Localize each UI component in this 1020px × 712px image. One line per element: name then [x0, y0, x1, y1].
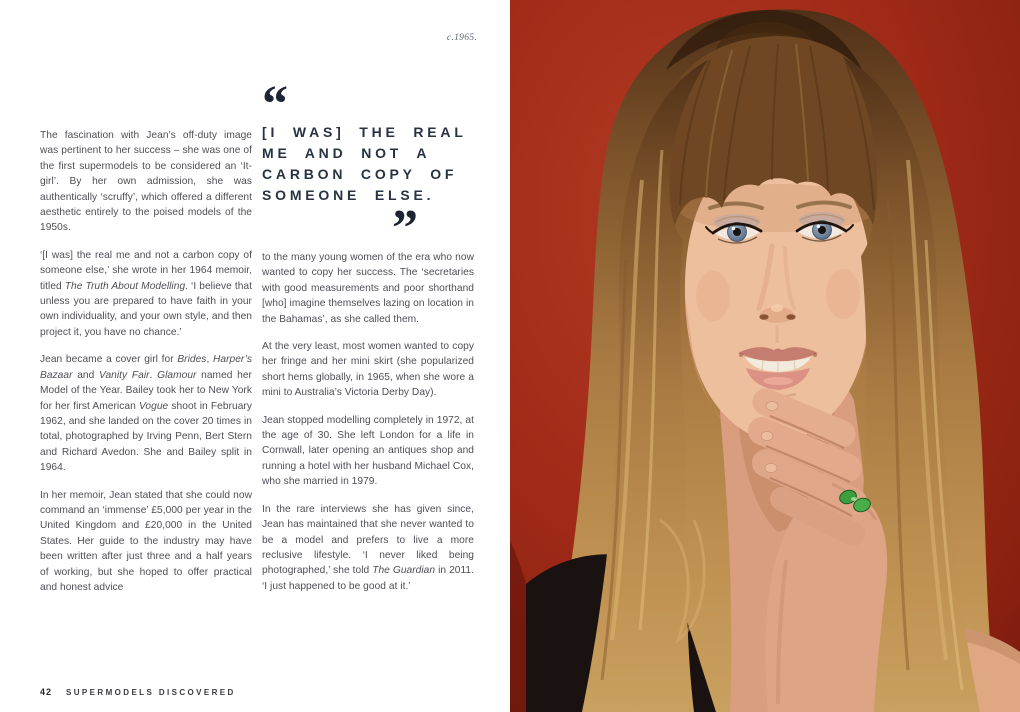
paragraph: In the rare interviews she has given since, Jean has maintained that she never wanted to be a model and prefers to live a more reclusive lifestyle. ‘I never liked being photographed,’ she told The Guardian in 2011. ‘I just happened to be good at it.’ [262, 503, 475, 592]
paragraph: ‘[I was] the real me and not a carbon copy of someone else,’ she wrote in her 1964 memoir, titled The Truth About Modelling. ‘I believe that unless you are prepared to have faith in your own individuality, and your own style, and then project it, you have no chance.’ [40, 249, 252, 338]
paragraph: In her memoir, Jean stated that she could now command an ‘immense’ £5,000 per year in the United Kingdom and £20,000 in the United States. Her guide to the industry may have been written after just three and a half years of working, but she hoped to offer practical and honest advice [40, 489, 252, 593]
page-footer [40, 687, 236, 697]
paragraph: to the many young women of the era who now wanted to copy her success. The ‘secretaries with good measurements and poor shorthand [who] imagine themselves lazing on location in the Bahamas’, as she called them. [262, 252, 474, 325]
article-column-1 [40, 128, 252, 607]
right-cheek [826, 269, 860, 319]
paragraph: At the very least, most women wanted to copy her fringe and her mini skirt (she popularized short hems globally, in 1965, when she wore a mini to Australia’s Victoria Derby Day). [262, 341, 474, 399]
pull-quote [262, 76, 474, 257]
fingernail [761, 432, 773, 441]
fingernail [765, 464, 777, 473]
open-quote-mark-icon: “ [262, 76, 288, 133]
portrait-photo [510, 0, 1020, 712]
paragraph: Jean stopped modelling completely in 1972, at the age of 30. She left London for a life in Cornwall, later opening an antiques shop and running a hotel with her husband Michael Cox, who she married in 1979. [262, 414, 474, 488]
page-number: 42 [40, 687, 53, 697]
photo-caption: c.1965. [446, 33, 477, 43]
article-column-2 [262, 76, 475, 606]
paragraph: The fascination with Jean’s off-duty image was pertinent to her success – she was one of the first supermodels to be considered an ‘It-girl’. By her own admission, she was authentically ‘scruffy’, which offered a different aesthetic entirely to the poised models of the 1950s. [40, 130, 252, 234]
photo-page [510, 0, 1020, 712]
quote-line: CARBON COPY OF [262, 166, 458, 182]
article-column-2-body [262, 250, 474, 594]
paragraph: Jean became a cover girl for Brides, Harper’s Bazaar and Vanity Fair. Glamour named her Model of the Year. Bailey took her to New York for her first American Vogue shoot in February 1962, and she landed on the cover 20 times in total, photographed by Irving Penn, Bert Stern and Richard Avedon. She and Bailey split in 1964. [40, 354, 253, 474]
close-quote-mark-icon: ” [392, 200, 418, 257]
quote-line: [I WAS] THE REAL [262, 124, 467, 140]
quote-line: ME AND NOT A [262, 145, 431, 161]
fingernail [766, 402, 778, 411]
left-cheek [696, 271, 730, 321]
pull-quote-text [262, 122, 474, 206]
quote-line: SOMEONE ELSE. [262, 187, 435, 203]
book-title: SUPERMODELS DISCOVERED [66, 688, 236, 697]
